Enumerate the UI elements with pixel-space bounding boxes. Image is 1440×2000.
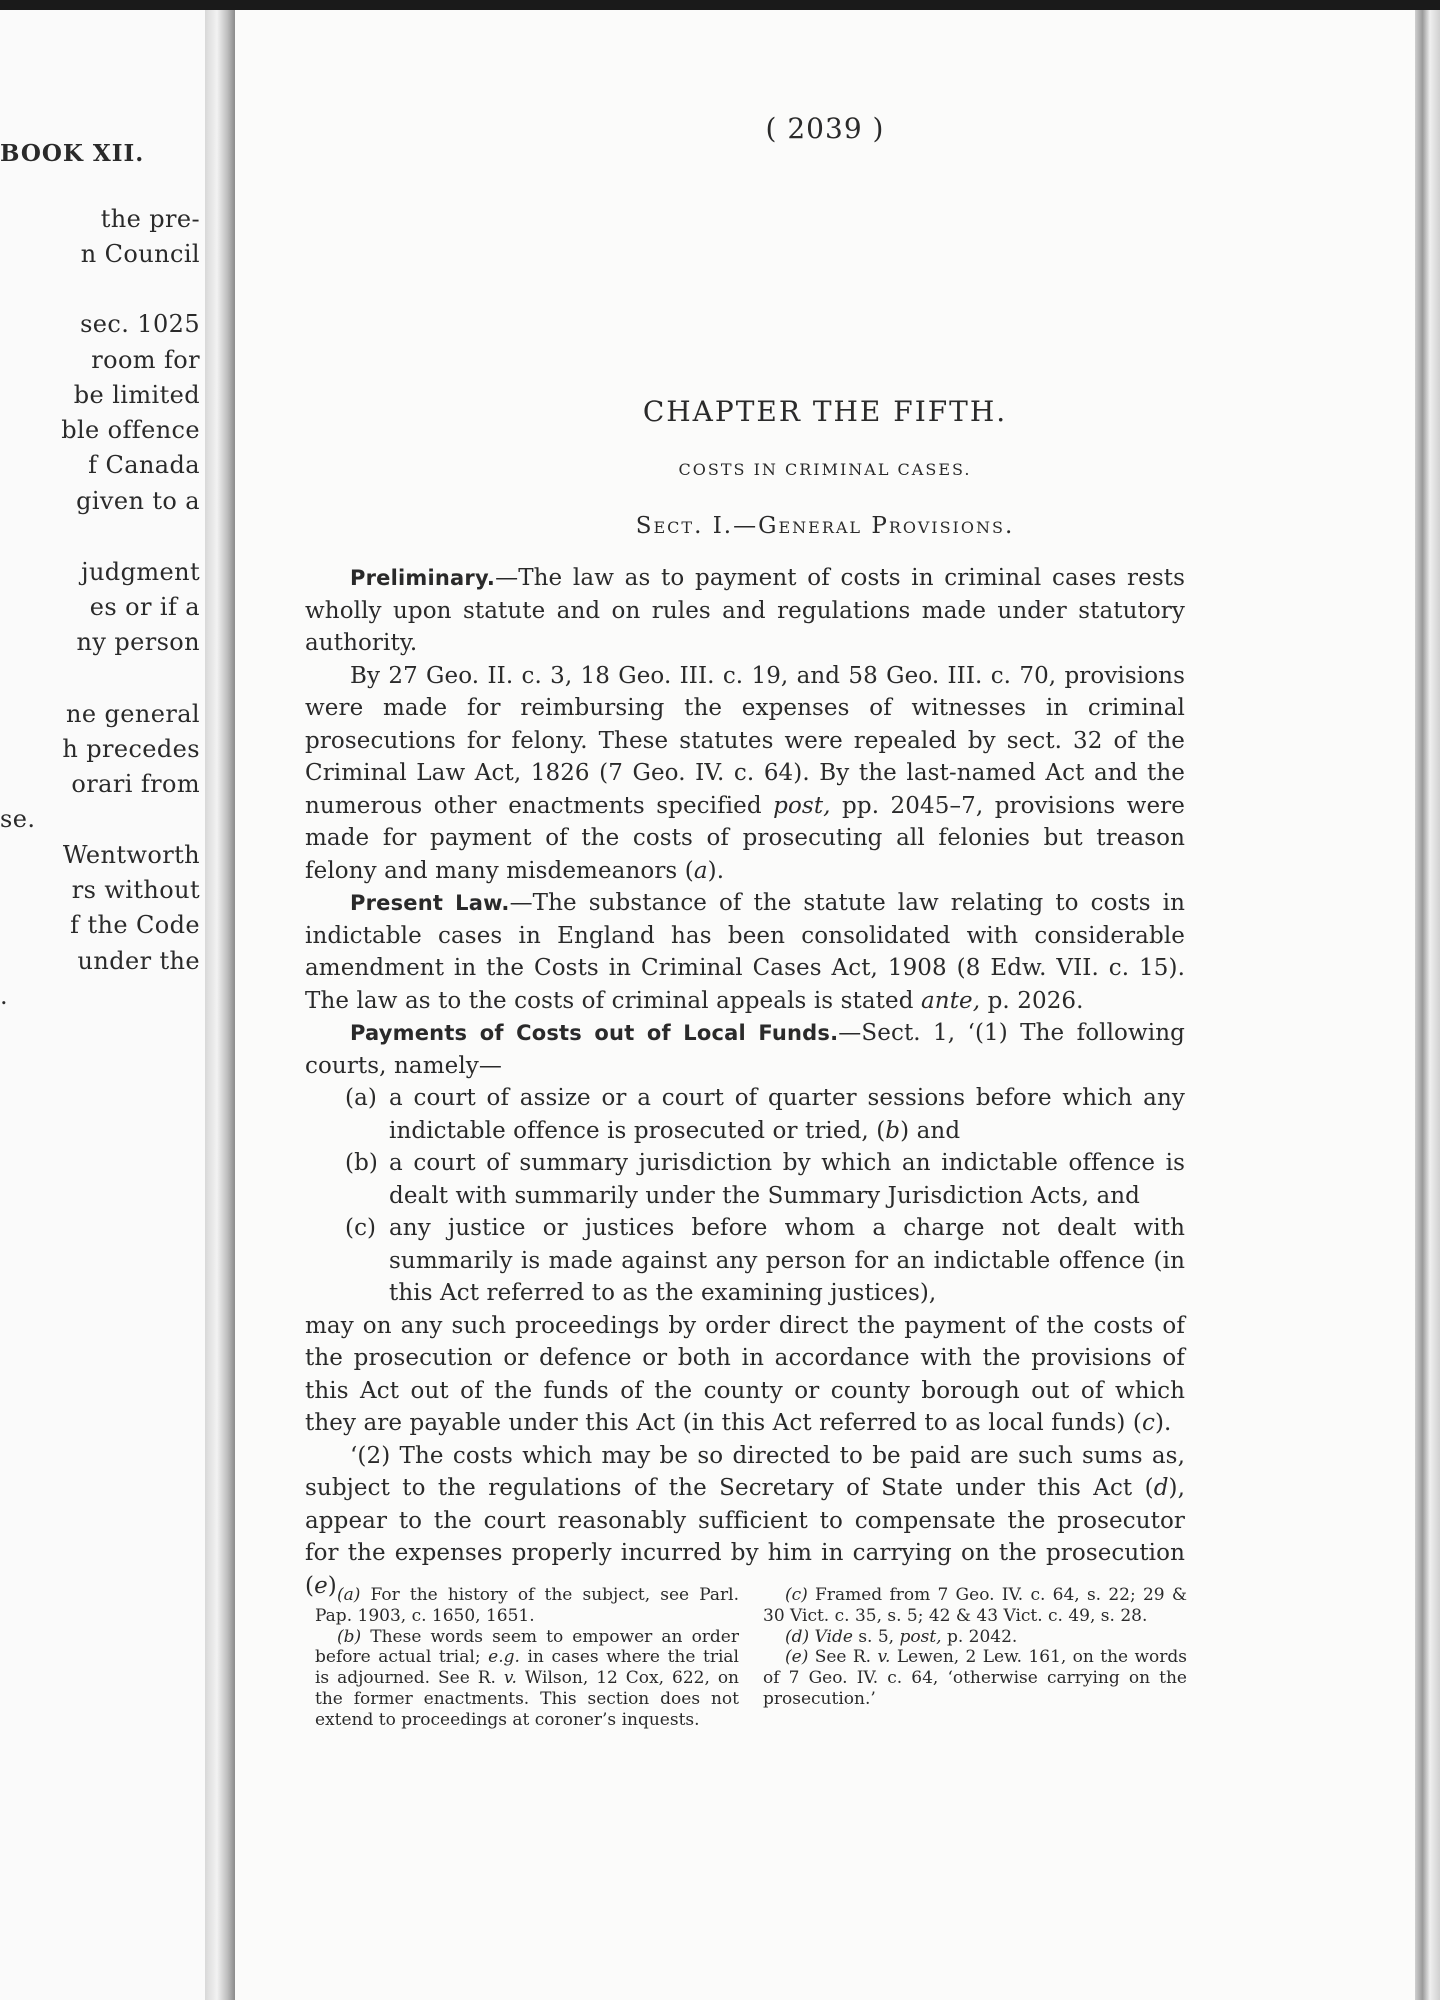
footnote-ref: c: [1141, 1410, 1155, 1436]
facing-page-line: under the: [77, 947, 200, 975]
facing-page-line: sec. 1025: [80, 310, 200, 338]
chapter-title: CHAPTER THE FIFTH.: [642, 395, 1008, 428]
facing-page-line: be limited: [73, 381, 200, 409]
paragraph-text: —The law as to payment of costs in criminal cases rests wholly upon statute and on rules and regulations made under statutory authority.: [305, 565, 1185, 656]
facing-page-line: h precedes: [62, 735, 200, 763]
chapter-subtitle: COSTS IN CRIMINAL CASES.: [678, 460, 972, 479]
page-number: ( 2039 ): [765, 112, 885, 145]
footnote-text: Framed from 7 Geo. IV. c. 64, s. 22; 29 & 30 Vict. c. 35, s. 5; 42 & 43 Vict. c. 49, s. 28.: [763, 1585, 1187, 1626]
facing-page-line: room for: [91, 346, 200, 374]
body-text: [305, 562, 1185, 1602]
footnote-a: [315, 1585, 739, 1627]
paragraph-text: ).: [707, 857, 725, 884]
paragraph-costs: [305, 1440, 1185, 1603]
paragraph-text: p. 2026.: [980, 987, 1084, 1014]
facing-page-line: Wentworth: [62, 841, 200, 869]
facing-page-line: n Council: [80, 240, 200, 268]
footnote-column: [315, 1585, 739, 1731]
footnote-label: (c): [785, 1585, 808, 1605]
sidehead-present-law: Present Law.: [350, 891, 510, 915]
list-marker: (b): [345, 1150, 378, 1176]
footnote-italic: post,: [899, 1626, 942, 1647]
footnote-column: [763, 1585, 1187, 1710]
paragraph-text: ): [327, 1572, 337, 1599]
italic-ref: ante,: [920, 987, 981, 1014]
paragraph-text: ‘(2) The costs which may be so directed to be paid are such sums as, subject to the regulations of the Secretary of State under this Act (: [305, 1442, 1185, 1501]
facing-page-line: orari from: [71, 770, 200, 798]
facing-page-line: f Canada: [88, 451, 200, 479]
paragraph-local-funds: [305, 1017, 1185, 1082]
list-item: [305, 1082, 1185, 1147]
paragraph-history: [305, 660, 1185, 888]
facing-page-line: judgment: [81, 558, 200, 586]
scan-top-border: [0, 0, 1440, 10]
page-edge: [1415, 10, 1440, 2000]
footnote-c: [763, 1585, 1187, 1627]
facing-page-line: ne general: [66, 700, 200, 728]
italic-ref: post,: [773, 792, 831, 819]
footnote-text: Wilson, 12 Cox, 622, on the former enactments. This section does not extend to proceedings at coroner’s inquests.: [315, 1668, 739, 1730]
footnote-text: For the history of the subject, see Parl. Pap. 1903, c. 1650, 1651.: [315, 1585, 739, 1626]
footnote-text: Lewen, 2 Lew. 161, on the words of 7 Geo. IV. c. 64, ‘otherwise carrying on the prosecution.’: [763, 1647, 1187, 1709]
sidehead-preliminary: Preliminary.: [350, 566, 496, 590]
footnote-ref: b: [885, 1117, 901, 1144]
footnote-text: See R.: [808, 1647, 878, 1668]
footnote-label: (a): [337, 1585, 361, 1605]
footnote-text: These words seem to empower an order before actual trial;: [315, 1626, 739, 1668]
paragraph-present-law: [305, 887, 1185, 1017]
facing-page-line: se.: [0, 805, 36, 833]
page: [235, 10, 1415, 2000]
facing-page-line: es or if a: [89, 593, 200, 621]
list-text: any justice or justices before whom a charge not dealt with summarily is made against any person for an indictable offence (in this Act referred to as the examining justices),: [389, 1215, 1185, 1306]
paragraph-text: —The substance of the statute law relating to costs in indictable cases in England has been consolidated with considerable amendment in the Costs in Criminal Cases Act, 1908 (8 Edw. VII. c. 15). The law as to the costs of criminal appeals is stated: [305, 890, 1185, 1014]
facing-page-line: given to a: [76, 487, 200, 515]
footnote-ref: e: [314, 1572, 328, 1599]
facing-page-fragment: [0, 10, 205, 2000]
footnote-d: [763, 1627, 1187, 1648]
paragraph-preliminary: [305, 562, 1185, 660]
footnote-e: [763, 1647, 1187, 1709]
paragraph-text: By 27 Geo. II. c. 3, 18 Geo. III. c. 19, and 58 Geo. III. c. 70, provisions were made for reimbursing the expenses of witnesses in criminal prosecutions for felony. These statutes were repealed by sect. 32 of the Criminal Law Act, 1826 (7 Geo. IV. c. 64). By the last-named Act and the numerous other enactments specified: [305, 662, 1185, 819]
facing-page-line: ny person: [76, 628, 200, 656]
list-text: a court of assize or a court of quarter sessions before which any indictable offence is prosecuted or tried, (: [389, 1085, 1185, 1144]
footnote-text: p. 2042.: [941, 1626, 1018, 1647]
footnote-italic: Vide: [809, 1626, 853, 1647]
footnote-italic: v.: [503, 1668, 517, 1689]
footnote-label: (d): [785, 1626, 810, 1647]
footnote-label: (b): [337, 1626, 362, 1647]
paragraph-text: may on any such proceedings by order direct the payment of the costs of the prosecution or defence or both in accordance with the provisions of this Act out of the funds of the county or county borough out of which they are payable under this Act (in this Act referred to as local funds) (: [305, 1312, 1185, 1436]
running-head: BOOK XII.: [0, 140, 145, 167]
facing-page-line: ble offence: [61, 416, 200, 444]
list-item: [305, 1212, 1185, 1310]
facing-page-line: f the Code: [70, 911, 200, 939]
section-title: Sect. I.—General Provisions.: [635, 513, 1015, 539]
paragraph-text: —Sect. 1, ‘(1) The following courts, namely—: [305, 1020, 1185, 1079]
paragraph-direction: [305, 1310, 1185, 1440]
footnote-text: in cases where the trial is adjourned. See R.: [315, 1647, 739, 1689]
paragraph-text: pp. 2045–7, provisions were made for payment of the costs of prosecuting all felonies but treason felony and many misdemeanors (: [305, 792, 1185, 884]
facing-page-line: the pre-: [100, 205, 200, 233]
facing-page-line: rs without: [71, 876, 200, 904]
footnote-italic: v.: [877, 1647, 891, 1668]
footnote-ref: a: [693, 857, 708, 884]
facing-page-line: .: [0, 982, 9, 1010]
book-gutter: [205, 10, 235, 2000]
footnote-ref: d: [1153, 1475, 1169, 1501]
list-text: ) and: [900, 1117, 961, 1144]
paragraph-text: ).: [1154, 1410, 1172, 1436]
sidehead-local-funds: Payments of Costs out of Local Funds.: [350, 1021, 839, 1045]
footnote-label: (e): [785, 1647, 809, 1668]
list-marker: (c): [345, 1215, 377, 1241]
paragraph-text: ), appear to the court reasonably sufficient to compensate the prosecutor for the expenses properly incurred by him in carrying on the prosecution (: [305, 1475, 1185, 1599]
footnote-b: [315, 1627, 739, 1731]
list-marker: (a): [345, 1085, 377, 1111]
list-text: a court of summary jurisdiction by which an indictable offence is dealt with summarily under the Summary Jurisdiction Acts, and: [389, 1150, 1185, 1209]
list-item: [305, 1147, 1185, 1212]
footnote-text: s. 5,: [852, 1626, 900, 1647]
footnote-italic: e.g.: [488, 1647, 520, 1668]
